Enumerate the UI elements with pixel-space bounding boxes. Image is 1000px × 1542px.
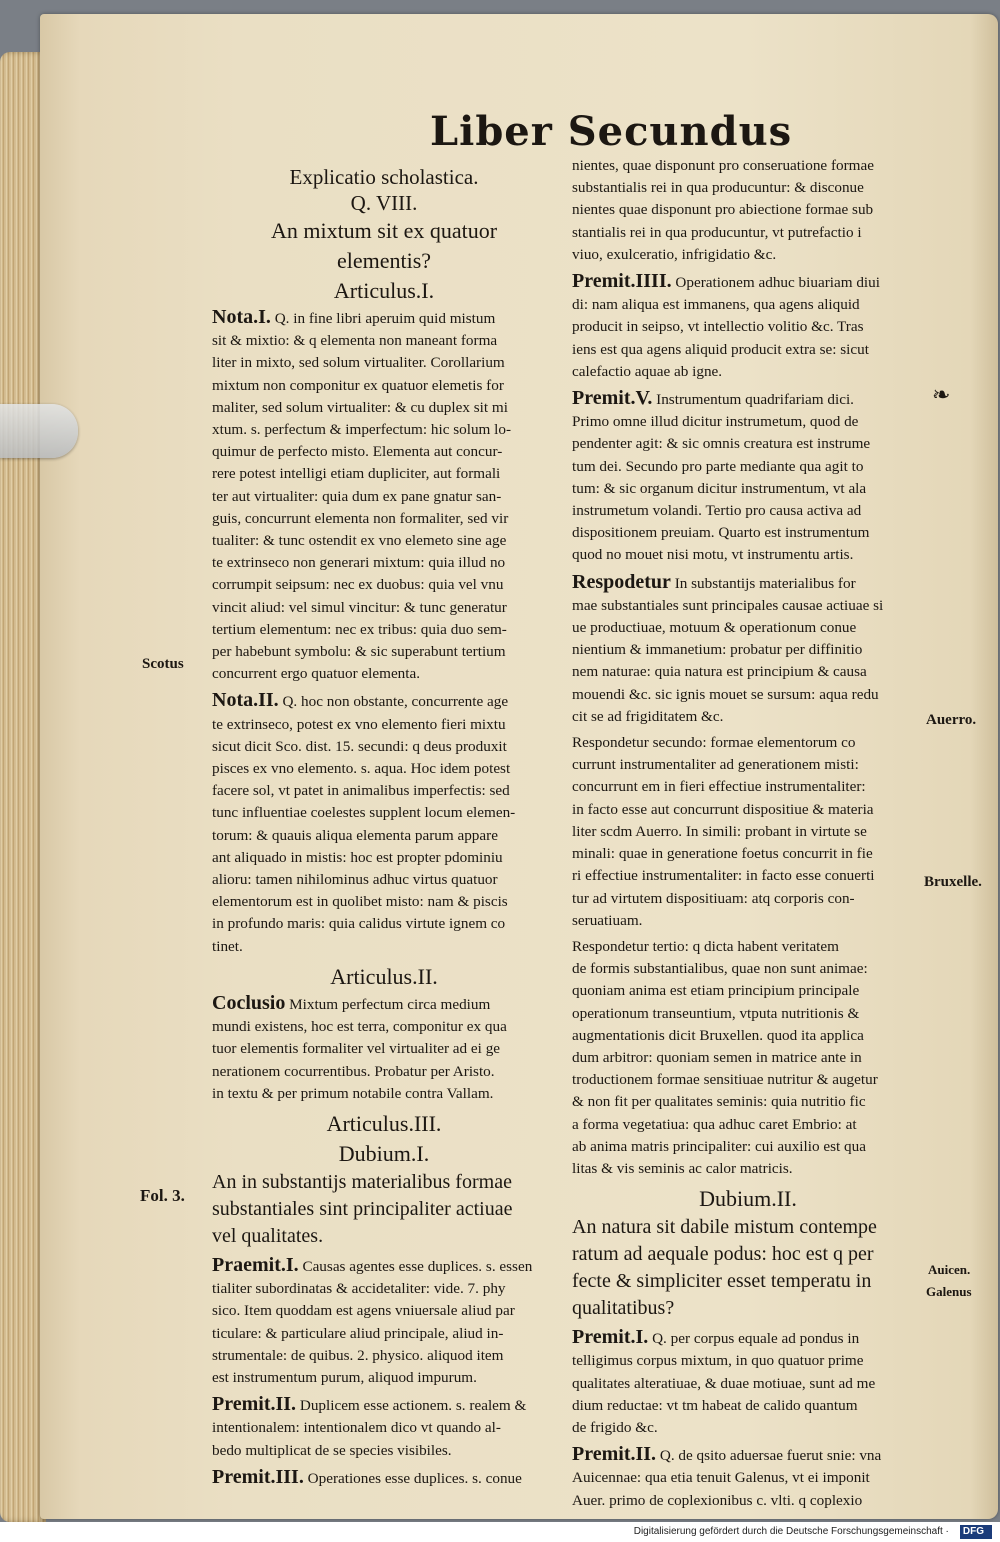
paragraph-lead: Coclusio bbox=[212, 991, 286, 1014]
line-text: di: nam aliqua est immanens, qua agens aliquid bbox=[572, 296, 860, 314]
line-text: xtum. s. perfectum & imperfectum: hic solum lo- bbox=[212, 421, 512, 439]
heading: Articulus.III. bbox=[326, 1110, 442, 1136]
line-text: In substantijs materialibus for bbox=[674, 574, 856, 592]
text-line bbox=[212, 936, 556, 958]
line-text: est instrumentum purum, aliquod impurum. bbox=[212, 1368, 477, 1386]
paragraph-lead: Premit.V. bbox=[572, 387, 653, 410]
text-line bbox=[212, 1300, 556, 1322]
paragraph bbox=[572, 571, 924, 728]
text-line bbox=[572, 544, 924, 566]
line-text: te extrinseco non generari mixtum: quia illud no bbox=[212, 554, 506, 572]
heading: elementis? bbox=[336, 248, 432, 273]
text-line bbox=[572, 1091, 924, 1113]
line-text: in textu & per primum notabile contra Vallam. bbox=[212, 1084, 494, 1102]
text-line bbox=[572, 958, 924, 980]
heading: An mixtum sit ex quatuor bbox=[270, 218, 498, 243]
footer-bar bbox=[0, 1522, 1000, 1542]
margin-note-auerro: Auerro. bbox=[926, 712, 977, 728]
text-line bbox=[572, 843, 924, 865]
text-line bbox=[572, 244, 924, 266]
text-line bbox=[212, 1196, 556, 1223]
text-line bbox=[572, 1136, 924, 1158]
paragraph bbox=[212, 1466, 556, 1490]
line-text: dum arbitror: quoniam semen in matrice ante in bbox=[572, 1048, 862, 1066]
text-line bbox=[212, 1038, 556, 1060]
text-line bbox=[572, 732, 924, 754]
text-line bbox=[572, 1214, 924, 1241]
margin-note-scotus: Scotus bbox=[142, 656, 184, 672]
line-text: Operationes esse duplices. s. conue bbox=[307, 1469, 522, 1487]
heading: Articulus.II. bbox=[330, 963, 438, 989]
text-line bbox=[572, 1417, 924, 1439]
text-line bbox=[572, 155, 924, 177]
line-text: mundi existens, hoc est terra, componitur ex qua bbox=[212, 1018, 507, 1036]
text-line bbox=[212, 1367, 556, 1389]
line-text: instrumetum volandi. Tertio pro causa activa ad bbox=[572, 502, 862, 520]
line-text: mae substantiales sunt principales causae actiuae si bbox=[572, 596, 884, 614]
text-line bbox=[212, 1323, 556, 1345]
line-text: substantiales sint principaliter actiuae bbox=[212, 1197, 513, 1220]
line-text: operationum transeuntium, vtputa nutritionis & bbox=[572, 1004, 860, 1022]
paragraph-lead: Praemit.I. bbox=[212, 1253, 299, 1276]
paragraph-lead: Premit.I. bbox=[572, 1326, 649, 1349]
line-text: seruatiuam. bbox=[572, 911, 643, 929]
text-line bbox=[212, 419, 556, 441]
line-text: Causas agentes esse duplices. s. essen bbox=[302, 1257, 533, 1275]
line-text: liter in mixto, sed solum virtualiter. Corollarium bbox=[212, 354, 505, 372]
line-text: Respondetur tertio: q dicta habent veritatem bbox=[572, 937, 839, 955]
text-line bbox=[572, 936, 924, 958]
line-text: Instrumentum quadrifariam dici. bbox=[656, 391, 854, 409]
text-line bbox=[212, 574, 556, 596]
line-text: Respondetur secundo: formae elementorum co bbox=[572, 734, 856, 752]
line-text: iens est qua agens aliquid producit extra se: sicut bbox=[572, 340, 869, 358]
line-text: Mixtum perfectum circa medium bbox=[289, 995, 491, 1013]
text-line bbox=[212, 689, 556, 713]
line-text: producit in seipso, vt intellectio volitio &c. Tras bbox=[572, 318, 864, 336]
text-line bbox=[572, 821, 924, 843]
line-text: ticulare: & particulare aliud principale, aliud in- bbox=[212, 1324, 504, 1342]
line-text: de frigido &c. bbox=[572, 1418, 658, 1436]
line-text: Q. per corpus equale ad pondus in bbox=[652, 1330, 860, 1348]
text-line bbox=[212, 463, 556, 485]
line-text: qualitatibus? bbox=[572, 1297, 675, 1320]
text-line bbox=[212, 330, 556, 352]
text-line bbox=[212, 486, 556, 508]
text-line bbox=[572, 316, 924, 338]
text-line bbox=[212, 1440, 556, 1462]
text-line bbox=[212, 530, 556, 552]
line-text: tum: & sic organum dicitur instrumentum, vt ala bbox=[572, 479, 867, 497]
paragraph-lead: Nota.I. bbox=[212, 306, 271, 328]
heading: Dubium.II. bbox=[699, 1186, 797, 1212]
text-line bbox=[572, 1395, 924, 1417]
text-line bbox=[572, 222, 924, 244]
heading: Articulus.I. bbox=[333, 278, 435, 303]
heading: Explicatio scholastica. bbox=[289, 165, 479, 189]
line-text: nem naturae: quia natura est principium & causa bbox=[572, 663, 867, 681]
line-text: ratum ad aequale podus: hoc est q per bbox=[572, 1243, 874, 1266]
line-text: quimur de perfecto misto. Elementa aut concur- bbox=[212, 443, 503, 461]
line-text: qualitates alteratiuae, & duae motiuae, sunt ad me bbox=[572, 1374, 876, 1392]
text-line bbox=[572, 888, 924, 910]
text-line bbox=[212, 1083, 556, 1105]
running-head: Liber Secundus bbox=[430, 108, 793, 155]
line-text: sicut dicit Sco. dist. 15. secundi: q deus produxit bbox=[212, 737, 507, 755]
paragraph bbox=[572, 270, 924, 383]
question-heading bbox=[212, 1169, 556, 1250]
line-text: fecte & simpliciter esset temperatu in bbox=[572, 1270, 872, 1293]
text-line bbox=[572, 411, 924, 433]
text-line bbox=[212, 441, 556, 463]
text-line bbox=[572, 1295, 924, 1322]
text-line bbox=[212, 663, 556, 685]
line-text: Operationem adhuc biuariam diui bbox=[675, 274, 880, 292]
right-column bbox=[572, 155, 924, 1516]
line-text: concurrent ergo quatuor elementa. bbox=[212, 665, 421, 683]
text-line bbox=[572, 1326, 924, 1350]
text-line bbox=[212, 597, 556, 619]
text-line bbox=[572, 865, 924, 887]
text-line bbox=[572, 754, 924, 776]
text-line bbox=[572, 910, 924, 932]
line-text: intentionalem: intentionalem dico vt quando al- bbox=[212, 1419, 501, 1437]
text-line bbox=[212, 736, 556, 758]
line-text: Duplicem esse actionem. s. realem & bbox=[299, 1397, 527, 1415]
line-text: viuo, exulceratio, infrigidatio &c. bbox=[572, 245, 777, 263]
text-line bbox=[572, 1003, 924, 1025]
line-text: nientium & immanetium: probatur per diffinitio bbox=[572, 641, 863, 659]
line-text: troductionem formae sensitiuae nutritur & augetur bbox=[572, 1071, 878, 1089]
line-text: nientes, quae disponunt pro conseruatione formae bbox=[572, 157, 874, 174]
text-line bbox=[572, 1025, 924, 1047]
text-line bbox=[212, 913, 556, 935]
text-line bbox=[212, 758, 556, 780]
dfg-logo: DFG bbox=[960, 1525, 992, 1539]
text-line bbox=[212, 619, 556, 641]
line-text: calefactio aquae ab igne. bbox=[572, 362, 723, 380]
line-text: pendenter agit: & sic omnis creatura est instrume bbox=[572, 435, 871, 453]
text-line bbox=[212, 641, 556, 663]
text-line bbox=[572, 199, 924, 221]
line-text: in facto esse aut concurrunt dispositiue & materia bbox=[572, 800, 874, 818]
footer-text bbox=[634, 1526, 1000, 1537]
text-line bbox=[212, 375, 556, 397]
text-line bbox=[572, 1241, 924, 1268]
line-text: dispositionem preuiam. Quarto est instrumentum bbox=[572, 524, 870, 542]
text-line bbox=[212, 552, 556, 574]
line-text: ant aliquado in mistis: hoc est propter pdominiu bbox=[212, 848, 503, 866]
text-line bbox=[572, 684, 924, 706]
text-line bbox=[212, 802, 556, 824]
text-line bbox=[572, 799, 924, 821]
text-line bbox=[212, 1393, 556, 1417]
line-text: concurrunt em in fieri effectiue instrumentaliter: bbox=[572, 778, 866, 796]
text-line bbox=[212, 1169, 556, 1196]
paragraph bbox=[572, 1443, 924, 1512]
text-line bbox=[212, 992, 556, 1016]
line-text: dium reductae: vt tm habeat de calido quantum bbox=[572, 1396, 858, 1414]
text-line bbox=[572, 980, 924, 1002]
line-text: vel qualitates. bbox=[212, 1224, 324, 1247]
line-text: per habebunt symbolu: & sic superabunt tertium bbox=[212, 643, 506, 661]
line-text: vincit aliud: vel simul vincitur: & tunc generatur bbox=[212, 598, 507, 616]
line-text: a forma vegetatiua: qua adhuc caret Embrio: at bbox=[572, 1115, 857, 1133]
line-text: tunc influentiae coelestes supplent locum elemen- bbox=[212, 804, 516, 822]
text-line bbox=[212, 825, 556, 847]
margin-note-auicen: Auicen. bbox=[928, 1262, 971, 1277]
line-text: in profundo maris: quia calidus virtute ignem co bbox=[212, 915, 506, 933]
text-line bbox=[212, 1061, 556, 1083]
line-text: tialiter subordinatas & accidetaliter: vide. 7. phy bbox=[212, 1280, 506, 1298]
line-text: Auer. primo de coplexionibus c. vlti. q coplexio bbox=[572, 1491, 863, 1509]
line-text: mouendi &c. sic ignis mouet se sursum: aqua redu bbox=[572, 685, 879, 703]
paragraph-lead: Premit.II. bbox=[572, 1443, 657, 1466]
line-text: substantialis rei in qua producuntur: & disconue bbox=[572, 179, 864, 197]
line-text: nientes quae disponunt pro abiectione formae sub bbox=[572, 201, 874, 219]
paragraph bbox=[212, 306, 556, 685]
text-line bbox=[572, 1268, 924, 1295]
line-text: nerationem cocurrentibus. Probatur per Aristo. bbox=[212, 1062, 495, 1080]
line-text: sico. Item quoddam est agens vniuersale aliud par bbox=[212, 1302, 515, 1320]
paragraph bbox=[212, 689, 556, 957]
text-line bbox=[572, 433, 924, 455]
text-line bbox=[572, 1069, 924, 1091]
line-text: An natura sit dabile mistum contempe bbox=[572, 1216, 877, 1239]
line-text: alioru: tamen nihilominus adhuc virtus quatuor bbox=[212, 871, 498, 889]
paragraph bbox=[572, 155, 924, 266]
text-line bbox=[212, 352, 556, 374]
footer-credit: Digitalisierung gefördert durch die Deutsche Forschungsgemeinschaft · bbox=[633, 1526, 949, 1537]
text-line bbox=[572, 1467, 924, 1489]
line-text: cit se ad frigiditatem &c. bbox=[572, 707, 724, 725]
line-text: liter scdm Auerro. In simili: probant in virtute se bbox=[572, 822, 867, 840]
text-line bbox=[572, 1373, 924, 1395]
text-line bbox=[212, 397, 556, 419]
text-line bbox=[572, 478, 924, 500]
paragraph bbox=[572, 936, 924, 1180]
line-text: torum: & quauis aliqua elementa parum appare bbox=[212, 826, 498, 844]
text-line bbox=[572, 500, 924, 522]
line-text: augmentationis dicit Bruxellen. quod ita applica bbox=[572, 1026, 864, 1044]
text-line bbox=[572, 1490, 924, 1512]
text-line bbox=[212, 1345, 556, 1367]
text-line bbox=[572, 661, 924, 683]
line-text: ri effectiue instrumentaliter: in facto esse conuerti bbox=[572, 867, 875, 885]
line-text: ab anima matris principaliter: cui auxilio est qua bbox=[572, 1137, 866, 1155]
text-line bbox=[212, 869, 556, 891]
paragraph-lead: Premit.III. bbox=[212, 1465, 304, 1488]
text-line bbox=[572, 456, 924, 478]
margin-note-galenus: Galenus bbox=[926, 1284, 972, 1299]
line-text: Q. de qsito aduersae fuerut snie: vna bbox=[659, 1447, 882, 1465]
line-text: te extrinseco, potest ex vno elemento fieri mixtu bbox=[212, 715, 506, 733]
line-text: & non fit per qualitates seminis: quia nutritio fic bbox=[572, 1093, 866, 1111]
line-text: tur ad virtutem dispositiuam: atq corporis con- bbox=[572, 889, 855, 907]
text-line bbox=[212, 1278, 556, 1300]
paragraph bbox=[212, 1254, 556, 1389]
heading: Q. VIII. bbox=[350, 191, 418, 215]
line-text: Auicennae: qua etia tenuit Galenus, vt ei imponit bbox=[572, 1469, 870, 1487]
bookmark-clip bbox=[0, 404, 78, 458]
heading: Dubium.I. bbox=[338, 1140, 430, 1166]
text-line bbox=[572, 361, 924, 383]
question-heading bbox=[572, 1214, 924, 1322]
line-text: quod no mouet nisi motu, vt instrumentu artis. bbox=[572, 546, 854, 564]
line-text: sit & mixtio: & q elementa non maneant forma bbox=[212, 332, 498, 350]
paragraph bbox=[212, 1393, 556, 1462]
text-line bbox=[572, 706, 924, 728]
line-text: Q. in fine libri aperuim quid mistum bbox=[274, 310, 496, 327]
text-line bbox=[572, 1114, 924, 1136]
line-text: An in substantijs materialibus formae bbox=[212, 1170, 512, 1193]
text-line bbox=[572, 571, 924, 595]
line-text: de formis substantialibus, quae non sunt animae: bbox=[572, 960, 868, 978]
paragraph-lead: Respodetur bbox=[572, 570, 671, 593]
hand-mark-icon: ❧ bbox=[932, 382, 951, 407]
text-line bbox=[572, 522, 924, 544]
line-text: pisces ex vno elemento. s. aqua. Hoc idem potest bbox=[212, 760, 511, 778]
line-text: ue productiuae, motuum & operationum conue bbox=[572, 619, 857, 637]
paragraph bbox=[572, 732, 924, 932]
line-text: bedo multiplicat de se species visibiles. bbox=[212, 1441, 452, 1459]
text-line bbox=[572, 639, 924, 661]
line-text: mixtum non componitur ex quatuor elemetis for bbox=[212, 376, 504, 394]
paragraph bbox=[572, 1326, 924, 1439]
line-text: maliter, sed solum virtualiter: & cu duplex sit mi bbox=[212, 398, 508, 416]
paragraph-lead: Premit.IIII. bbox=[572, 270, 672, 293]
line-text: minali: quae in generatione foetus concurrit in fie bbox=[572, 845, 873, 863]
line-text: currunt instrumentaliter ad generationem misti: bbox=[572, 756, 859, 774]
text-line bbox=[212, 1417, 556, 1439]
left-column bbox=[212, 164, 556, 1494]
line-text: guis, concurrunt elementa non formaliter, sed vir bbox=[212, 509, 509, 527]
line-text: Primo omne illud dicitur instrumetum, quod de bbox=[572, 413, 859, 431]
text-line bbox=[572, 776, 924, 798]
paragraph-lead: Nota.II. bbox=[212, 689, 279, 712]
line-text: stantialis rei in qua producuntur, vt putrefactio i bbox=[572, 223, 862, 241]
line-text: tum dei. Secundo pro parte mediante qua agit to bbox=[572, 457, 864, 475]
line-text: elementorum est in quolibet misto: nam & piscis bbox=[212, 893, 508, 911]
line-text: ter aut virtualiter: quia dum ex pane gnatur san- bbox=[212, 487, 502, 505]
text-line bbox=[212, 847, 556, 869]
line-text: facere sol, vt patet in animalibus imperfectis: sed bbox=[212, 782, 510, 800]
margin-note-bruxelle: Bruxelle. bbox=[924, 874, 982, 890]
text-line bbox=[572, 1350, 924, 1372]
text-line bbox=[572, 177, 924, 199]
text-line bbox=[212, 508, 556, 530]
line-text: rere potest intelligi etiam dupliciter, aut formali bbox=[212, 465, 501, 483]
text-line bbox=[572, 1443, 924, 1467]
text-line bbox=[212, 1223, 556, 1250]
line-text: telligimus corpus mixtum, in quo quatuor prime bbox=[572, 1352, 864, 1370]
paragraph bbox=[212, 992, 556, 1105]
text-line bbox=[572, 595, 924, 617]
text-line bbox=[212, 714, 556, 736]
line-text: quoniam anima est etiam principium principale bbox=[572, 982, 860, 1000]
margin-note-fol: Fol. 3. bbox=[140, 1186, 185, 1205]
text-line bbox=[572, 294, 924, 316]
line-text: litas & vis seminis ac calor matricis. bbox=[572, 1159, 793, 1177]
line-text: tuor elementis formaliter vel virtualiter ad ei ge bbox=[212, 1040, 501, 1058]
line-text: tertium elementum: nec ex tribus: quia duo sem- bbox=[212, 620, 507, 638]
line-text: Q. hoc non obstante, concurrente age bbox=[282, 693, 509, 711]
line-text: corrumpit seipsum: nec ex duobus: quia vel vnu bbox=[212, 576, 504, 594]
paragraph-lead: Premit.II. bbox=[212, 1393, 297, 1416]
text-line bbox=[572, 339, 924, 361]
text-line bbox=[212, 1254, 556, 1278]
text-line bbox=[572, 387, 924, 411]
text-line bbox=[212, 891, 556, 913]
text-line bbox=[572, 1158, 924, 1180]
line-text: strumentale: de quibus. 2. physico. aliquod item bbox=[212, 1346, 504, 1364]
line-text: tinet. bbox=[212, 937, 243, 955]
text-line bbox=[572, 1047, 924, 1069]
paragraph bbox=[572, 387, 924, 567]
text-line bbox=[212, 780, 556, 802]
text-line bbox=[212, 306, 556, 330]
text-line bbox=[572, 270, 924, 294]
line-text: tualiter: & tunc ostendit ex vno elemeto sine age bbox=[212, 532, 507, 550]
text-line bbox=[572, 617, 924, 639]
text-line bbox=[212, 1016, 556, 1038]
text-line bbox=[212, 1466, 556, 1490]
